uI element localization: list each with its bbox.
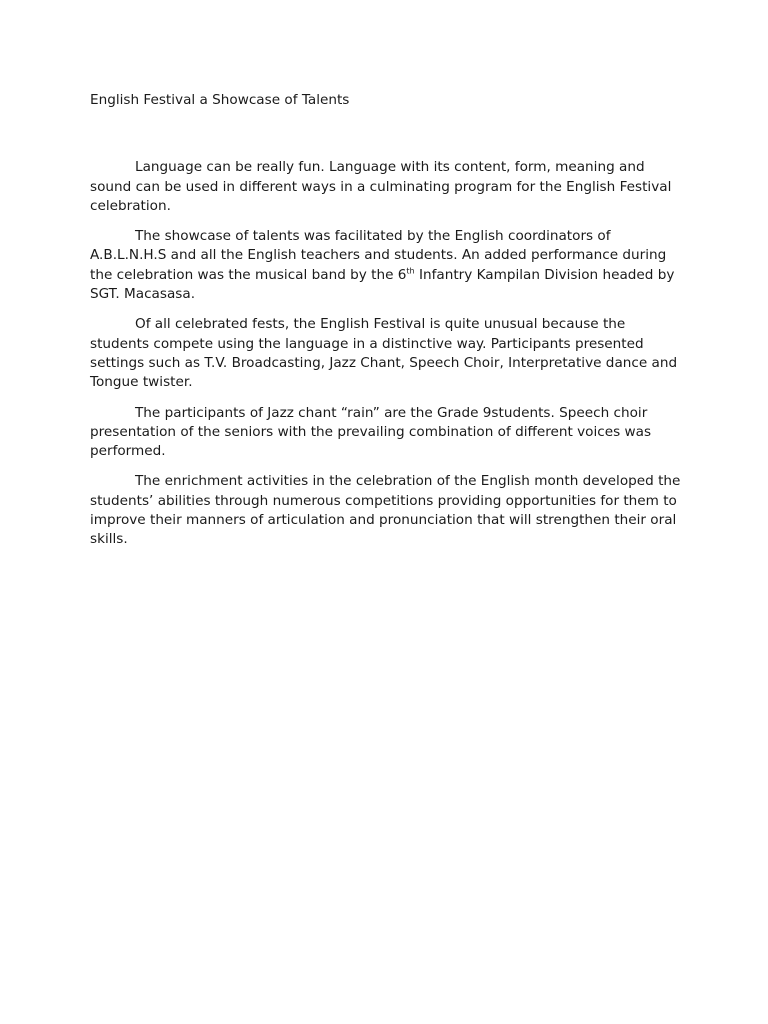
paragraph-5: The enrichment activities in the celebration of the English month developed the students’ abilities through numerous competitions providing opportunities for them to improve their manners of articulation and pronunciation that will strengthen their oral skills. xyxy=(90,473,681,548)
paragraph-4: The participants of Jazz chant “rain” are the Grade 9students. Speech choir presentation of the seniors with the prevailing combination of different voices was performed. xyxy=(90,404,652,460)
paragraph-2-text-end: Infantry Kampilan Division headed by SGT. Macasasa. xyxy=(90,266,675,303)
paragraph-3: Of all celebrated fests, the English Festival is quite unusual because the students compete using the language in a distinctive way. Participants presented settings such as T.V. Broadcasting, Jazz Chant, Speech Choir, Interpretative dance and Tongue twister. xyxy=(90,316,678,391)
document-page xyxy=(90,91,682,561)
ordinal-suffix: th xyxy=(406,266,415,276)
document-title: English Festival a Showcase of Talents xyxy=(90,92,350,108)
paragraph-2-text-start: The showcase of talents was facilitated by the English coordinators of A.B.L.N.H.S and all the English teachers and students. An added performance during the celebration was the musical band by the 6 xyxy=(90,228,667,283)
paragraph-2 xyxy=(90,227,682,304)
paragraph-1: Language can be really fun. Language with its content, form, meaning and sound can be used in different ways in a culminating program for the English Festival celebration. xyxy=(90,159,672,214)
